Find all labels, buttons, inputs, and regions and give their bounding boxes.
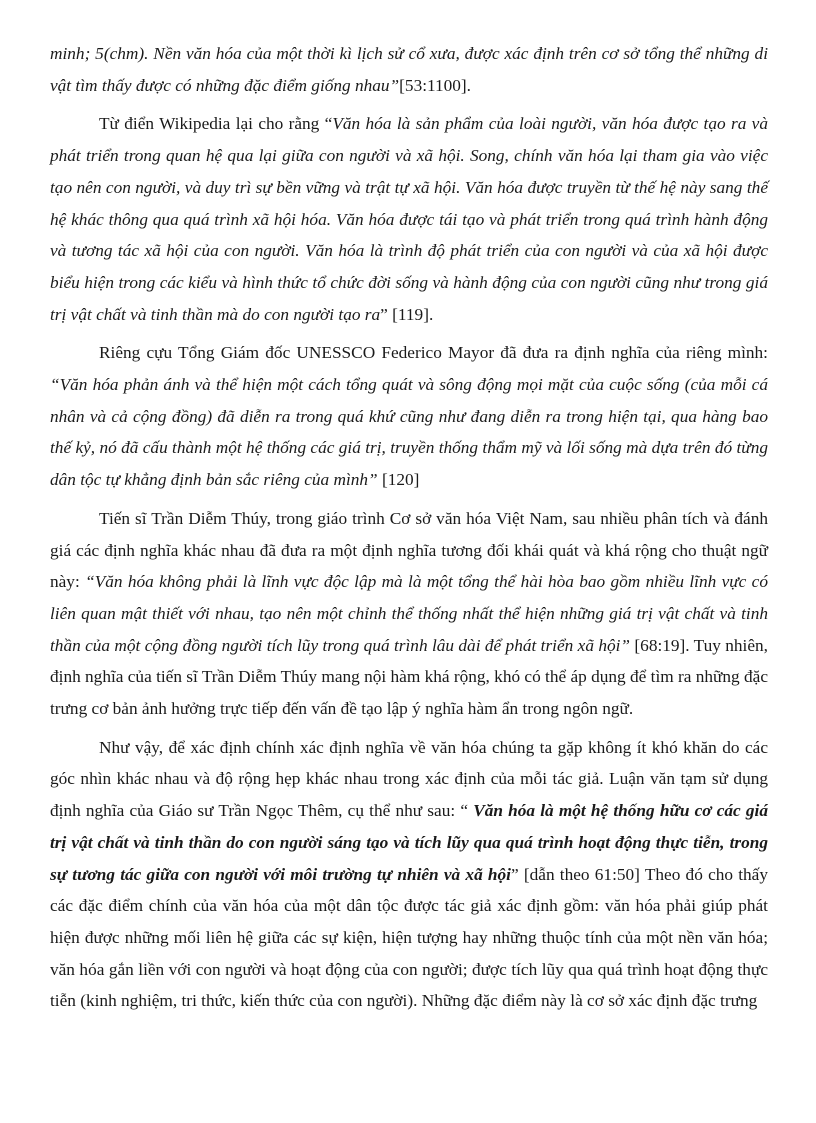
quote-tran-diem-thuy: “Văn hóa không phải là lĩnh vực độc lập mà là một tổng thể hài hòa bao gồm nhiều lĩnh vực có liên quan mật thiết với nhau, tạo nên một chỉnh thể thống nhất thể hiện những giá trị vật chất và tinh thần của một cộng đồng người tích lũy trong quá trình lâu dài để phát triển xã hội”	[50, 572, 768, 655]
text-run: Tiến sĩ Trần Diễm Thúy, trong giáo trình Cơ sở văn hóa Việt Nam, sau nhiều phân tích và đánh giá các định nghĩa khác nhau đã đưa ra một định nghĩa tương đối khái quát và khá rộng cho thuật ngữ này:	[50, 508, 768, 592]
text-run: Từ điển Wikipedia lại cho rằng “	[99, 114, 333, 134]
text-run: [68:19]. Tuy nhiên, định nghĩa của tiến sĩ Trần Diễm Thúy mang nội hàm khá rộng, khó có thể áp dụng để tìm ra những đặc trưng cơ bản ảnh hưởng trực tiếp đến vấn đề tạo lập ý nghĩa hàm ẩn trong ngôn ngữ.	[50, 635, 768, 719]
document-page	[50, 38, 768, 1024]
citation: ” [119].	[380, 304, 434, 324]
quote-continuation: minh; 5(chm). Nền văn hóa của một thời kì lịch sử cổ xưa, được xác định trên cơ sở tổng thể những di vật tìm thấy được có những đặc điểm giống nhau”	[50, 44, 768, 95]
text-run: Riêng cựu Tổng Giám đốc UNESSCO Federico Mayor đã đưa ra định nghĩa của riêng mình:	[99, 343, 768, 363]
text-run: ” [dẫn theo 61:50] Theo đó cho thấy các đặc điểm chính của văn hóa của một dân tộc được tác giả xác định gồm: văn hóa phải giúp phát hiện được những mối liên hệ giữa các sự kiện, hiện tượng hay những thuộc tính của một nền văn hóa; văn hóa gắn liền với con người và hoạt động của con người; được tích lũy qua quá trình hoạt động thực tiễn (kinh nghiệm, tri thức, kiến thức của con người). Những đặc điểm này là cơ sở xác định đặc trưng	[50, 864, 768, 1011]
paragraph-2	[50, 108, 768, 330]
definition-tran-ngoc-them: Văn hóa là một hệ thống hữu cơ các giá trị vật chất và tinh thần do con người sáng tạo và tích lũy qua quá trình hoạt động thực tiễn, trong sự tương tác giữa con người với môi trường tự nhiên và xã hội	[50, 801, 768, 884]
quote-mayor: “Văn hóa phản ánh và thể hiện một cách tổng quát và sông động mọi mặt của cuộc sống (của mỗi cá nhân và cả cộng đồng) đã diễn ra trong quá khứ cũng như đang diễn ra trong hiện tại, qua hàng bao thế kỷ, nó đã cấu thành một hệ thống các giá trị, truyền thống thẩm mỹ và lối sống mà dựa trên đó từng dân tộc tự khẳng định bản sắc riêng của mình”	[50, 375, 768, 490]
paragraph-3	[50, 337, 768, 496]
paragraph-4	[50, 503, 768, 725]
paragraph-1	[50, 38, 768, 101]
text-run: Như vậy, để xác định chính xác định nghĩa về văn hóa chúng ta gặp không ít khó khăn do các góc nhìn khác nhau và độ rộng hẹp khác nhau trong xác định của mỗi tác giả. Luận văn tạm sử dụng định nghĩa của Giáo sư Trần Ngọc Thêm, cụ thể như sau: “	[50, 737, 768, 821]
paragraph-5	[50, 732, 768, 1017]
citation: [120]	[377, 470, 420, 490]
quote-wikipedia: Văn hóa là sản phẩm của loài người, văn hóa được tạo ra và phát triển trong quan hệ qua lại giữa con người và xã hội. Song, chính văn hóa lại tham gia vào việc tạo nên con người, và duy trì sự bền vững và trật tự xã hội. Văn hóa được truyền từ thế hệ này sang thế hệ khác thông qua quá trình xã hội hóa. Văn hóa được tái tạo và phát triển trong quá trình hành động và tương tác xã hội của con người. Văn hóa là trình độ phát triển của con người và của xã hội được biểu hiện trong các kiểu và hình thức tổ chức đời sống và hành động của con người cũng như trong giá trị vật chất và tinh thần mà do con người tạo ra	[50, 114, 768, 324]
citation: [53:1100].	[399, 75, 472, 95]
